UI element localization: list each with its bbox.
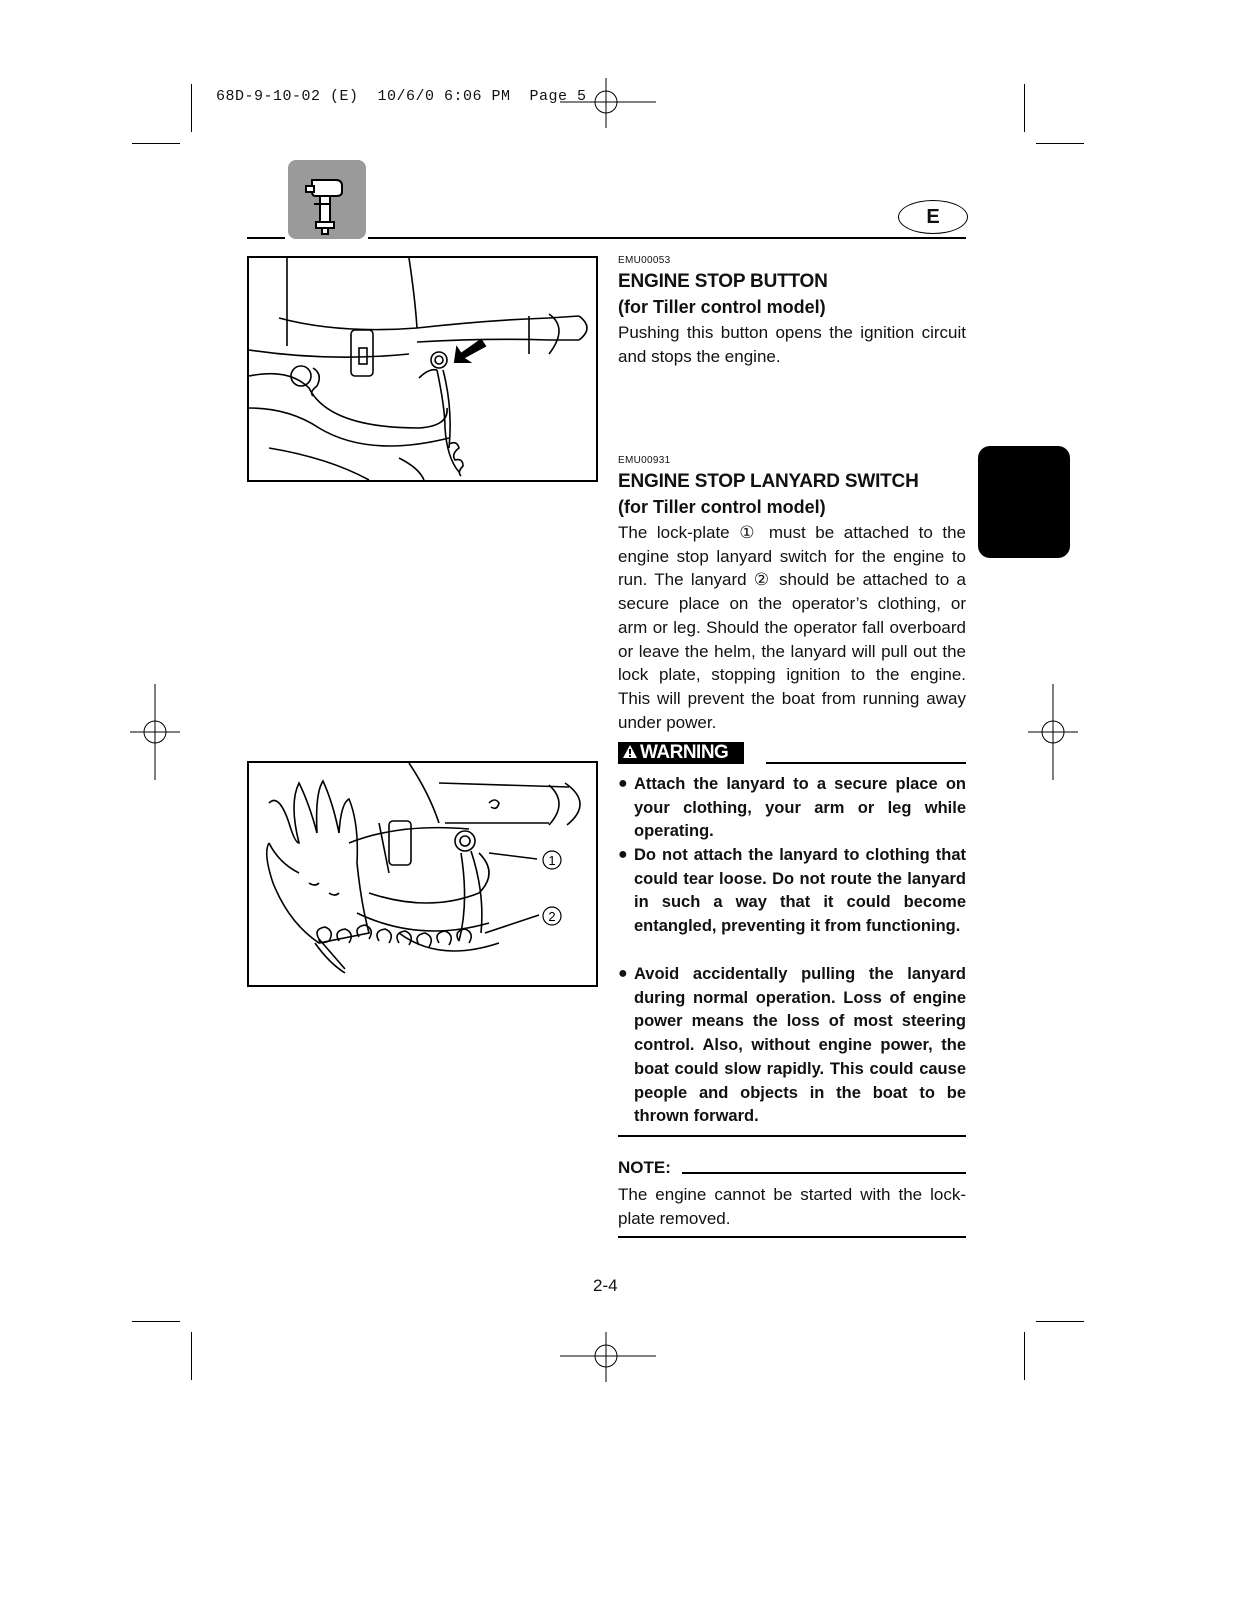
note-rule	[682, 1172, 966, 1174]
warning-rule	[766, 762, 966, 764]
crop-mark	[1036, 1321, 1084, 1322]
warning-item: Avoid accidentally pulling the lanyard during normal operation. Loss of engine power means the loss of most steering control. Also, without engine power, the boat could slow rapidly. This could cause people and objects in the boat to be thrown forward.	[634, 965, 966, 1126]
lanyard-switch-illustration	[249, 763, 596, 985]
crop-mark	[1036, 143, 1084, 144]
crop-mark	[132, 143, 180, 144]
note-label: NOTE:	[618, 1158, 671, 1177]
warning-item: Attach the lanyard to a secure place on your clothing, your arm or leg while operating.	[634, 775, 966, 841]
crop-mark	[132, 1321, 180, 1322]
crop-mark	[191, 1332, 192, 1380]
bullet-icon: ●	[618, 775, 628, 792]
crop-mark	[1024, 84, 1025, 132]
outboard-motor-icon	[288, 160, 366, 239]
callout-1: 1	[548, 853, 556, 868]
registration-mark-icon	[560, 1332, 656, 1382]
section-icon-box	[288, 160, 366, 239]
header-rule	[368, 237, 966, 239]
bullet-icon: ●	[618, 846, 628, 863]
bullet-icon: ●	[618, 965, 628, 982]
figure-lanyard-switch	[247, 761, 598, 987]
chapter-thumb-tab	[978, 446, 1070, 558]
warning-triangle-icon	[622, 744, 638, 759]
callout-2: 2	[548, 909, 556, 924]
printer-slug: 68D-9-10-02 (E) 10/6/0 6:06 PM Page 5	[216, 88, 587, 105]
warning-label: WARNING	[640, 742, 729, 763]
header-rule	[247, 237, 285, 239]
engine-stop-button-illustration	[249, 258, 596, 480]
crop-mark	[1024, 1332, 1025, 1380]
crop-mark	[191, 84, 192, 132]
warning-badge	[618, 742, 744, 764]
section-body: Pushing this button opens the ignition circuit and stops the engine.	[618, 323, 966, 366]
section-body: The lock-plate ① must be attached to the engine stop lanyard switch for the engine to run. The lanyard ② should be attached to a secure place on the operator’s clothing, or arm or leg. Should the operator fall overboard or leave the helm, the lanyard will pull out the lock plate, stopping ignition to the engine. This will prevent the boat from running away under power.	[618, 523, 966, 732]
note-end-rule	[618, 1236, 966, 1238]
page-number: 2-4	[593, 1276, 618, 1295]
warning-end-rule	[618, 1135, 966, 1137]
warning-item: Do not attach the lanyard to clothing that could tear loose. Do not route the lanyard in such a way that it could become entangled, preventing it from functioning.	[634, 846, 966, 936]
section-title: ENGINE STOP LANYARD SWITCH	[618, 471, 919, 492]
registration-mark-icon	[130, 684, 180, 780]
section-code: EMU00931	[618, 455, 671, 466]
registration-mark-icon	[1028, 684, 1078, 780]
language-badge: E	[898, 200, 968, 234]
section-code: EMU00053	[618, 255, 671, 266]
registration-mark-icon	[560, 78, 656, 128]
note-text: The engine cannot be started with the lock-plate removed.	[618, 1185, 966, 1228]
section-title: ENGINE STOP BUTTON	[618, 271, 828, 292]
section-subtitle: (for Tiller control model)	[618, 497, 826, 517]
figure-engine-stop-button	[247, 256, 598, 482]
section-subtitle: (for Tiller control model)	[618, 297, 826, 317]
